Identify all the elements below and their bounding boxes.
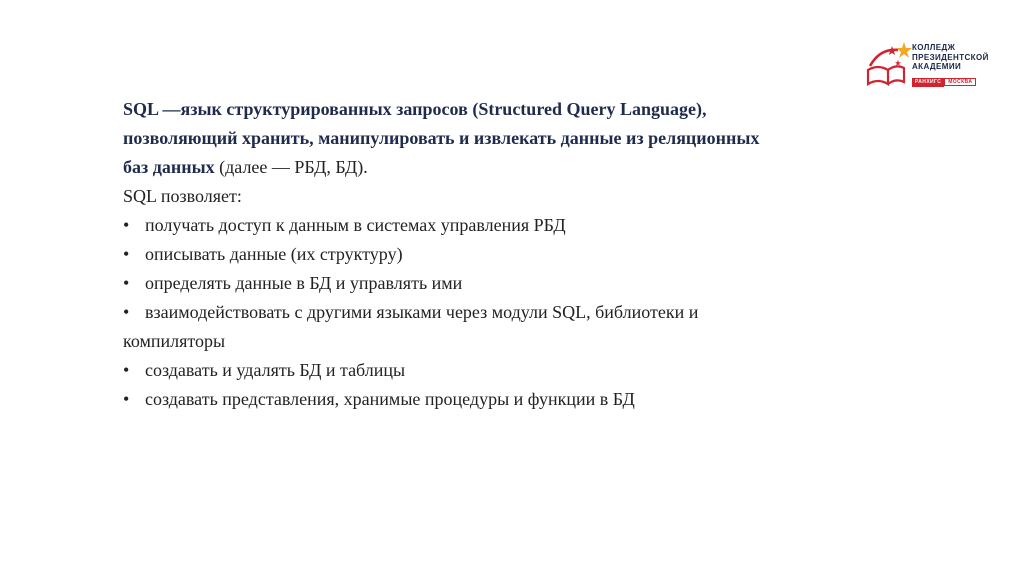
- logo-line-2: ПРЕЗИДЕНТСКОЙ: [912, 52, 989, 62]
- bullet-mark: •: [123, 244, 130, 264]
- list-item-text: создавать и удалять БД и таблицы: [145, 360, 406, 380]
- list-item-text: взаимодействовать с другими языками через модули SQL, библиотеки и: [145, 302, 699, 322]
- intro-text: SQL позволяет:: [123, 186, 242, 206]
- list-item: [123, 298, 943, 327]
- definition-line-1: SQL —язык структурированных запросов (Structured Query Language),: [123, 99, 707, 119]
- list-item: [123, 356, 943, 385]
- list-item-text: создавать представления, хранимые процедуры и функции в БД: [145, 389, 635, 409]
- definition-term: баз данных: [123, 157, 215, 177]
- list-item: [123, 211, 943, 240]
- logo-title: [912, 43, 989, 72]
- definition-line-3: [123, 153, 943, 182]
- definition-line-2: позволяющий хранить, манипулировать и извлекать данные из реляционных: [123, 128, 760, 148]
- logo-badge: [912, 78, 976, 86]
- list-item-text: описывать данные (их структуру): [145, 244, 403, 264]
- bullet-mark: •: [123, 215, 130, 235]
- bullet-mark: •: [123, 302, 130, 322]
- bullet-mark: •: [123, 273, 130, 293]
- logo-badge-right: МОСКВА: [944, 78, 976, 86]
- logo-line-3: АКАДЕМИИ: [912, 62, 962, 71]
- logo-badge-left: РАНХИГС: [912, 78, 944, 87]
- list-item: [123, 240, 943, 269]
- slide-content: [123, 95, 943, 414]
- list-item-text: получать доступ к данным в системах управления РБД: [145, 215, 566, 235]
- college-emblem-icon: [864, 40, 914, 90]
- list-item-continuation: компиляторы: [123, 331, 226, 351]
- list-item-text: определять данные в БД и управлять ими: [145, 273, 463, 293]
- list-item: [123, 269, 943, 298]
- bullet-mark: •: [123, 360, 130, 380]
- list-item: [123, 385, 943, 414]
- definition-abbrev: (далее — РБД, БД).: [214, 157, 368, 177]
- logo-line-1: КОЛЛЕДЖ: [912, 43, 956, 52]
- college-logo: [864, 40, 1004, 100]
- bullet-mark: •: [123, 389, 130, 409]
